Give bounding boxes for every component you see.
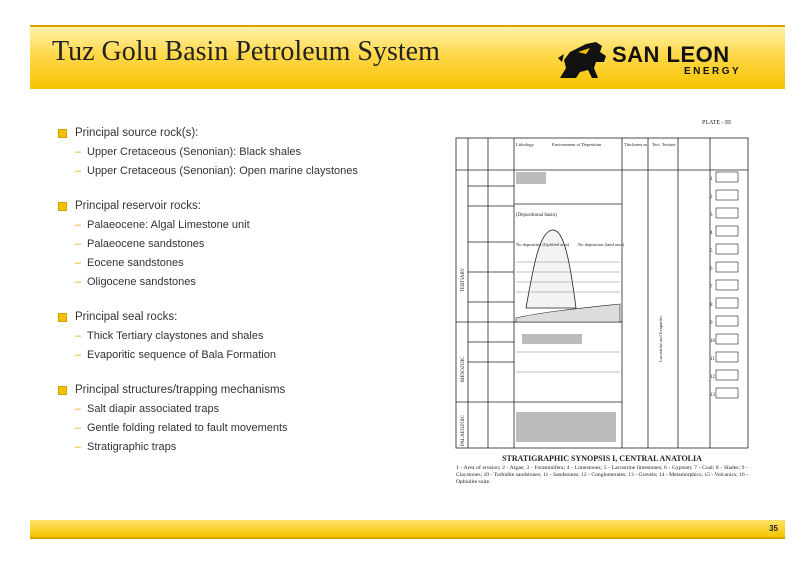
legend-number: 6 bbox=[710, 267, 713, 272]
bullet-list bbox=[58, 124, 438, 473]
stratigraphic-column-image bbox=[452, 112, 752, 452]
legend-number: 3 bbox=[710, 213, 713, 218]
figure-caption-title: STRATIGRAPHIC SYNOPSIS I, CENTRAL ANATOLIA bbox=[502, 454, 702, 463]
col-label-thickness: Thickness m bbox=[624, 142, 647, 147]
dash-icon: – bbox=[75, 402, 82, 415]
sub-bullet-text: Palaeocene sandstones bbox=[87, 237, 205, 250]
sub-bullet-text: Thick Tertiary claystones and shales bbox=[87, 329, 264, 342]
bullet-heading bbox=[58, 124, 438, 142]
dash-icon: – bbox=[75, 440, 82, 453]
sub-bullet-text: Oligocene sandstones bbox=[87, 275, 196, 288]
legend-number: 12 bbox=[710, 375, 715, 380]
bullet-heading bbox=[58, 308, 438, 326]
dash-icon: – bbox=[75, 145, 82, 158]
legend-number: 13 bbox=[710, 393, 715, 398]
sub-bullet bbox=[58, 418, 438, 437]
dash-icon: – bbox=[75, 218, 82, 231]
legend-number: 1 bbox=[710, 177, 713, 182]
bullet-group-seal bbox=[58, 308, 438, 364]
dash-icon: – bbox=[75, 348, 82, 361]
dash-icon: – bbox=[75, 421, 82, 434]
sub-bullet-text: Stratigraphic traps bbox=[87, 440, 177, 453]
bullet-heading bbox=[58, 381, 438, 399]
sub-bullet-text: Upper Cretaceous (Senonian): Black shales bbox=[87, 145, 302, 158]
legend-number: 5 bbox=[710, 249, 713, 254]
sub-bullet-text: Salt diapir associated traps bbox=[87, 402, 220, 415]
legend-number: 9 bbox=[710, 321, 713, 326]
dash-icon: – bbox=[75, 275, 82, 288]
sub-bullet bbox=[58, 142, 438, 161]
sub-bullet-text: Upper Cretaceous (Senonian): Open marine claystones bbox=[87, 164, 358, 177]
dash-icon: – bbox=[75, 237, 82, 250]
slide-title: Tuz Golu Basin Petroleum System bbox=[52, 36, 440, 67]
logo-name: SAN LEON bbox=[612, 42, 730, 67]
legend-number: 11 bbox=[710, 357, 715, 362]
sub-bullet-text: Evaporitic sequence of Bala Formation bbox=[87, 348, 276, 361]
annotation-lacustrine: Lacustrine and Evaporitic bbox=[658, 315, 663, 362]
era-label-palaeozoic: PALAEOZOIC bbox=[461, 415, 466, 446]
sub-bullet bbox=[58, 161, 438, 180]
legend-number: 2 bbox=[710, 195, 713, 200]
dash-icon: – bbox=[75, 164, 82, 177]
stratigraphic-figure bbox=[452, 112, 752, 486]
bullet-group-source bbox=[58, 124, 438, 180]
sub-bullet bbox=[58, 345, 438, 364]
legend-number: 4 bbox=[710, 231, 713, 236]
sub-bullet bbox=[58, 437, 438, 456]
sub-bullet bbox=[58, 399, 438, 418]
page-number: 35 bbox=[769, 524, 778, 533]
bullet-heading-text: Principal reservoir rocks: bbox=[75, 200, 201, 212]
sub-bullet-text: Palaeocene: Algal Limestone unit bbox=[87, 218, 250, 231]
bullet-square-icon bbox=[58, 129, 67, 138]
annotation-uplifted: No deposition (Uplifted area) bbox=[516, 242, 570, 247]
sub-bullet bbox=[58, 272, 438, 291]
annotation-land-area: No deposition (land area) bbox=[578, 242, 624, 247]
sub-bullet bbox=[58, 234, 438, 253]
annotation-depositional-basin: (Depositional basin) bbox=[516, 213, 557, 218]
figure-caption-text: 1 - Area of erosion; 2 - Algae; 3 - Foraminifera; 4 - Limestones; 5 - Lacustrine limestones; 6 - Gypsum; 7 - Coal; 8 - Shales; 9 - Claystones; 10 - Turbidite sandstones; 11 - Sandstones; 12 - Conglomerates; 13 - Gravels; 14 - Metamorphics; 15 - Volcanics; 16 - Ophiolite suite. bbox=[456, 465, 748, 485]
bullet-heading-text: Principal seal rocks: bbox=[75, 311, 178, 323]
era-label-mesozoic: MESOZOIC bbox=[461, 356, 466, 382]
bullet-square-icon bbox=[58, 313, 67, 322]
sub-bullet-text: Gentle folding related to fault movements bbox=[87, 421, 288, 434]
col-label-environment: Environment of Deposition bbox=[552, 142, 602, 147]
logo-subtitle: ENERGY bbox=[684, 66, 742, 77]
bullet-group-reservoir bbox=[58, 197, 438, 291]
footer-band bbox=[30, 520, 785, 539]
legend-number: 8 bbox=[710, 303, 713, 308]
bullet-heading bbox=[58, 197, 438, 215]
legend-number: 7 bbox=[710, 285, 713, 290]
era-label-tertiary: TERTIARY bbox=[461, 267, 466, 292]
sub-bullet-text: Eocene sandstones bbox=[87, 256, 184, 269]
bullet-heading-text: Principal structures/trapping mechanisms bbox=[75, 384, 286, 396]
col-label-lithology: Lithology bbox=[516, 142, 534, 147]
sub-bullet bbox=[58, 215, 438, 234]
col-label-tectonic: Tect. Texture bbox=[652, 142, 676, 147]
bullet-group-traps bbox=[58, 381, 438, 456]
bullet-heading-text: Principal source rock(s): bbox=[75, 127, 199, 139]
dash-icon: – bbox=[75, 256, 82, 269]
dash-icon: – bbox=[75, 329, 82, 342]
plate-label: PLATE - III bbox=[702, 120, 731, 126]
bullet-square-icon bbox=[58, 202, 67, 211]
sub-bullet bbox=[58, 326, 438, 345]
bullet-square-icon bbox=[58, 386, 67, 395]
sub-bullet bbox=[58, 253, 438, 272]
legend-number: 10 bbox=[710, 339, 715, 344]
